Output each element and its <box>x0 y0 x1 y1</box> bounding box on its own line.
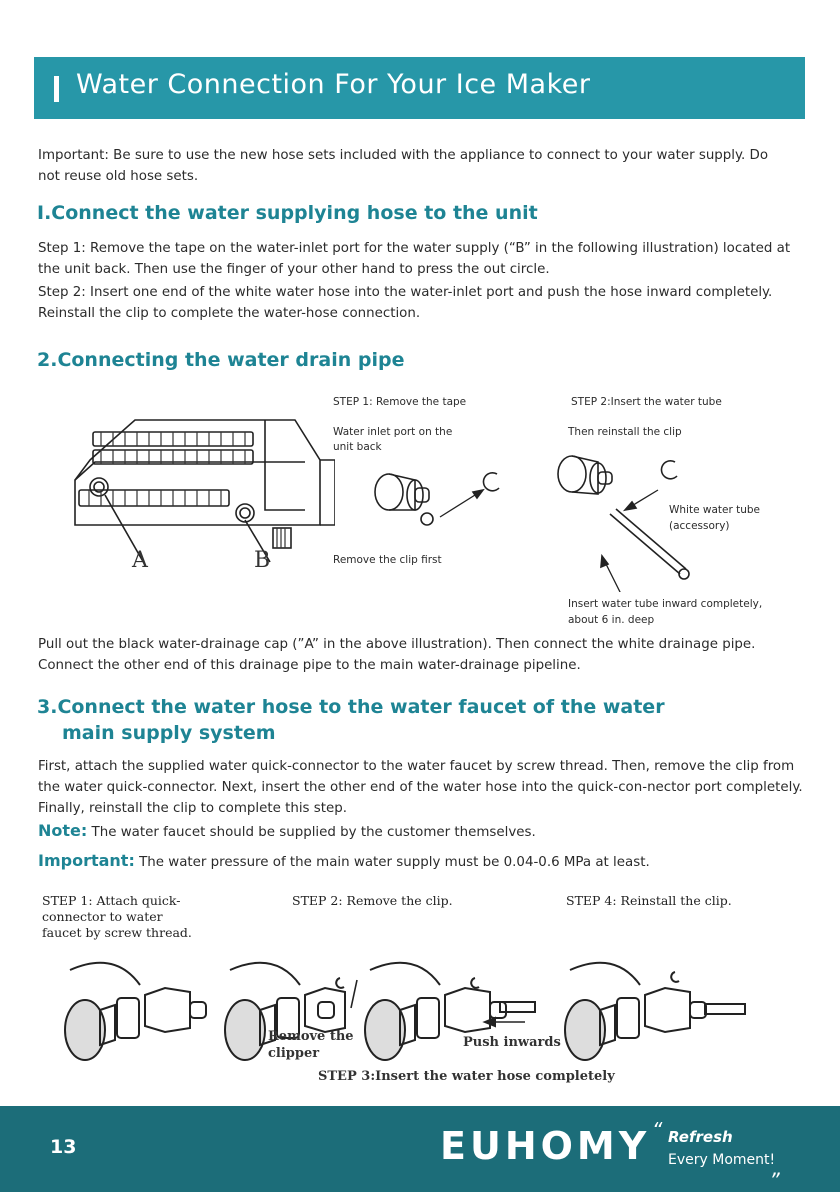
fig-step2-caption-1: Then reinstall the clip <box>568 426 682 438</box>
section3-heading-line2: main supply system <box>62 722 276 744</box>
important-label: Important: <box>38 851 135 870</box>
fig-step1-caption-3: Remove the clip first <box>333 554 442 566</box>
faucet-step2-caption: STEP 2: Remove the clip. <box>292 893 453 908</box>
note-text: The water faucet should be supplied by the customer themselves. <box>87 825 536 840</box>
fig-step2-caption-4: Insert water tube inward completely, <box>568 598 763 610</box>
section1-step2: Step 2: Insert one end of the white water hose into the water-inlet port and push the hose inward completely. Reinstall the clip to complete the water-hose connection. <box>38 285 773 321</box>
tagline-every-moment: Every Moment! <box>668 1152 776 1168</box>
section3-body: First, attach the supplied water quick-connector to the water faucet by screw thread. Then, remove the clip from the water quick-connector. Next, insert the other end of the water hose into the quick-con-nector port completely. Finally, reinstall the clip to complete this step. <box>38 759 803 816</box>
fig-step1-title: STEP 1: Remove the tape <box>333 396 467 408</box>
faucet-step1-caption: STEP 1: Attach quick- connector to water faucet by screw thread. <box>42 893 192 940</box>
label-a: A <box>132 548 148 573</box>
section2-body: Pull out the black water-drainage cap (”A” in the above illustration). Then connect the white drainage pipe. Connect the other end of this drainage pipe to the main water-drainage pipeline. <box>38 637 756 673</box>
fig-step2-caption-2: White water tube <box>669 504 761 516</box>
brand-logo: EUHOMY <box>440 1124 651 1168</box>
page-number: 13 <box>50 1136 77 1158</box>
close-quote: „ <box>772 1156 783 1180</box>
section3-heading-line1: 3.Connect the water hose to the water faucet of the water <box>37 696 665 718</box>
section1-step1: Step 1: Remove the tape on the water-inlet port for the water supply (“B” in the following illustration) located at the unit back. Then use the finger of your other hand to press the out circle. <box>38 241 791 277</box>
faucet-step3-caption: STEP 3:Insert the water hose completely <box>318 1069 615 1084</box>
faucet-push-caption: Push inwards <box>463 1035 561 1050</box>
page-banner <box>34 57 805 119</box>
faucet-steps-illustration <box>55 950 795 1080</box>
note-label: Note: <box>38 821 88 840</box>
important-text: The water pressure of the main water supply must be 0.04-0.6 MPa at least. <box>134 855 650 870</box>
inlet-port-illustration <box>365 462 515 542</box>
section1-heading: I.Connect the water supplying hose to the unit <box>37 202 538 224</box>
unit-back-illustration <box>65 400 335 590</box>
faucet-remove-caption: Remove the clipper <box>268 1029 354 1061</box>
faucet-step4-caption: STEP 4: Reinstall the clip. <box>566 893 732 908</box>
fig-step2-title: STEP 2:Insert the water tube <box>571 396 722 408</box>
page-title: Water Connection For Your Ice Maker <box>76 69 591 100</box>
label-b: B <box>254 548 271 573</box>
banner-accent-bar <box>54 76 59 102</box>
intro-text: Important: Be sure to use the new hose sets included with the appliance to connect to your water supply. Do not reuse old hose sets. <box>38 148 769 184</box>
section2-heading: 2.Connecting the water drain pipe <box>37 349 405 371</box>
page-footer <box>0 1106 840 1192</box>
section3-important <box>38 850 808 873</box>
section3-note <box>38 820 808 843</box>
fig-step2-caption-3: (accessory) <box>669 520 730 532</box>
fig-step1-caption-2: unit back <box>333 441 382 453</box>
fig-step1-caption-1: Water inlet port on the <box>333 426 453 438</box>
fig-step2-caption-5: about 6 in. deep <box>568 614 655 626</box>
open-quote: “ <box>652 1118 663 1142</box>
tagline-refresh: Refresh <box>668 1128 733 1146</box>
